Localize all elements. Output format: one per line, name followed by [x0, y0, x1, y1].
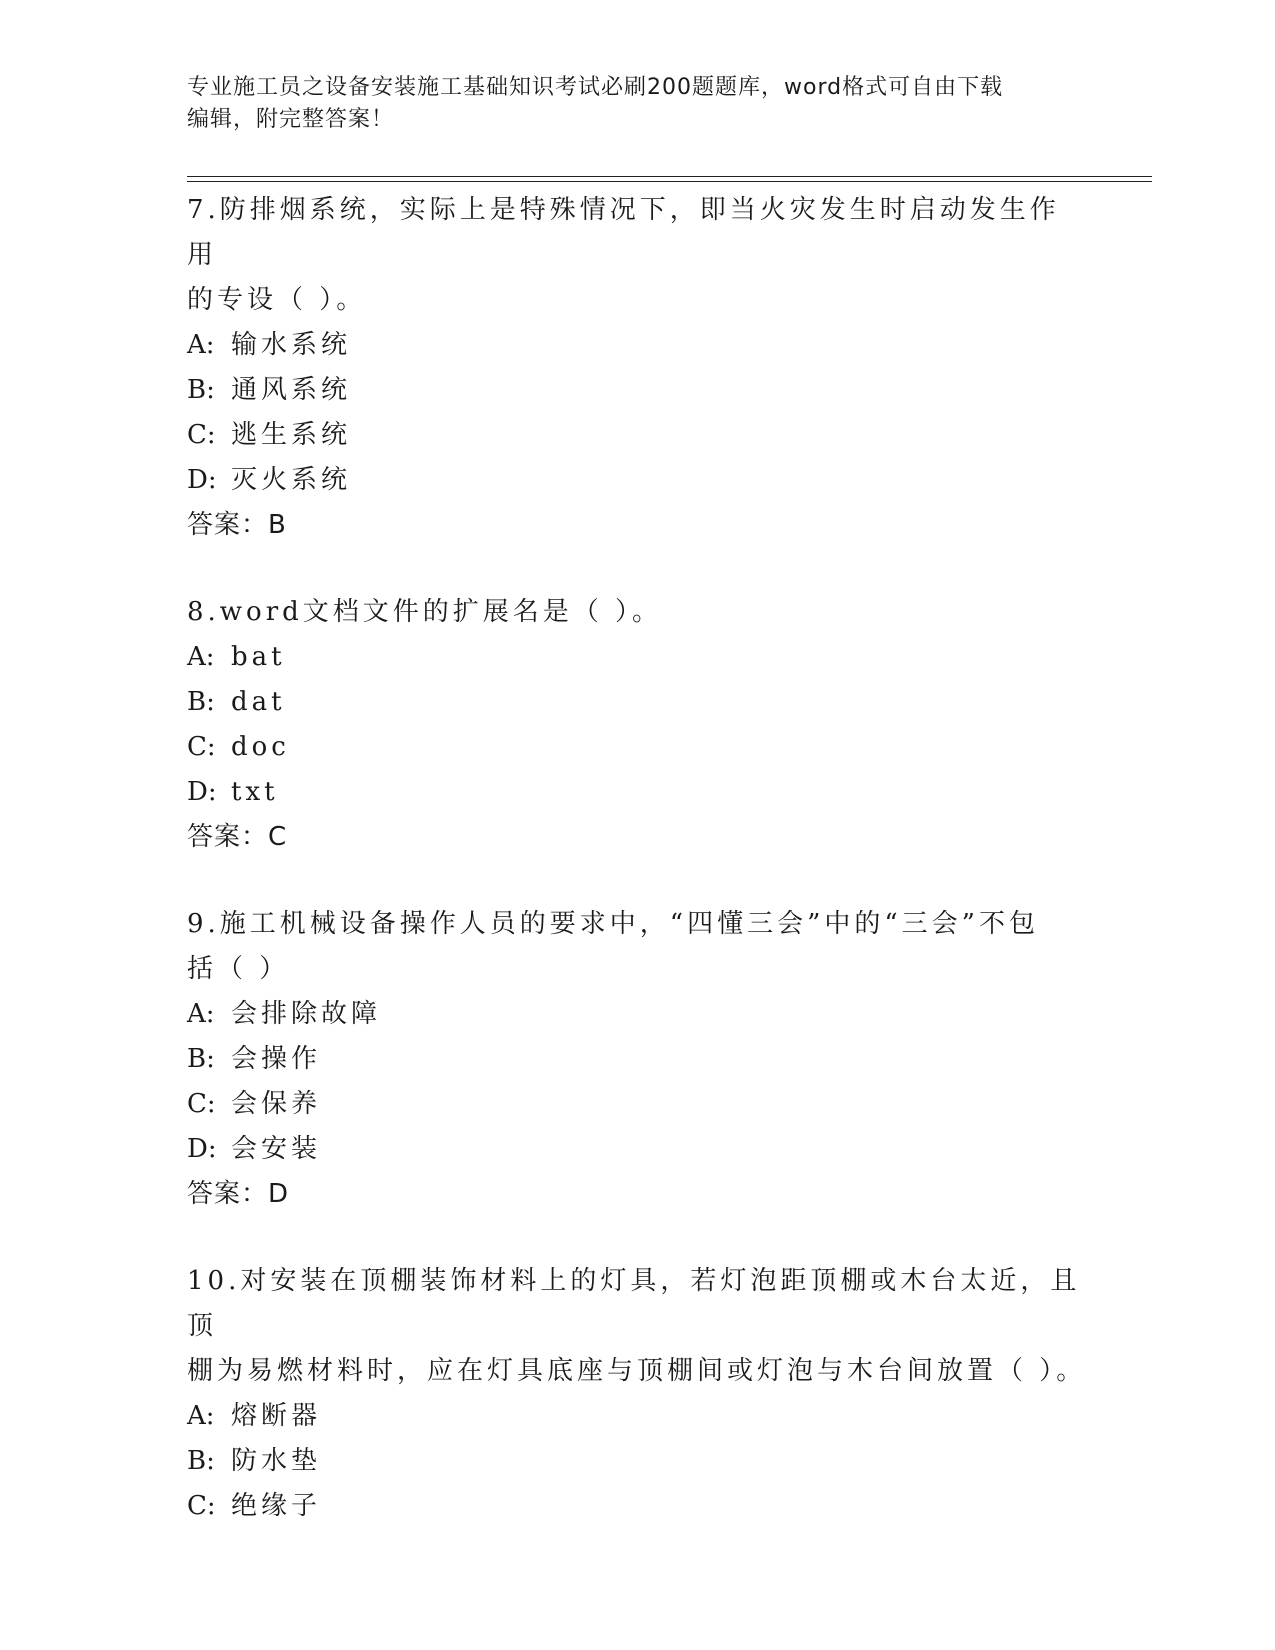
option-b — [187, 1439, 1087, 1484]
option-b — [187, 680, 1087, 725]
option-key: A: — [187, 330, 215, 360]
option-key: C: — [187, 1089, 216, 1119]
option-key: C: — [187, 1491, 216, 1521]
option-d — [187, 1127, 1087, 1172]
option-text: 输水系统 — [231, 330, 352, 360]
option-key: D: — [187, 777, 217, 807]
option-c — [187, 413, 1087, 458]
option-a — [187, 992, 1087, 1037]
option-key: C: — [187, 732, 216, 762]
option-key: B: — [187, 1044, 215, 1074]
option-key: A: — [187, 1401, 215, 1431]
option-key: D: — [187, 1134, 217, 1164]
option-b — [187, 1037, 1087, 1082]
option-text: txt — [231, 777, 279, 807]
option-text: 绝缘子 — [231, 1491, 322, 1521]
answer-line: 答案：D — [187, 1179, 290, 1209]
option-key: B: — [187, 687, 215, 717]
option-key: D: — [187, 465, 217, 495]
question-stem-line: 9.施工机械设备操作人员的要求中，“四懂三会”中的“三会”不包 — [187, 909, 1039, 939]
question-stem-line: 10.对安装在顶棚装饰材料上的灯具，若灯泡距顶棚或木台太近，且顶 — [187, 1266, 1081, 1341]
option-text: 通风系统 — [231, 375, 352, 405]
option-key: A: — [187, 999, 215, 1029]
question-list — [187, 188, 1087, 1571]
question-8 — [187, 590, 1087, 860]
option-text: 熔断器 — [231, 1401, 322, 1431]
option-text: 会操作 — [231, 1044, 322, 1074]
option-a — [187, 323, 1087, 368]
option-a — [187, 1394, 1087, 1439]
answer-line: 答案：B — [187, 510, 287, 540]
option-text: 逃生系统 — [231, 420, 352, 450]
question-stem-line: 7.防排烟系统，实际上是特殊情况下，即当火灾发生时启动发生作用 — [187, 195, 1060, 270]
option-c — [187, 1484, 1087, 1529]
option-key: B: — [187, 375, 215, 405]
answer-line: 答案：C — [187, 822, 288, 852]
question-stem-line: 括（ ） — [187, 954, 290, 984]
option-text: doc — [231, 732, 290, 762]
option-d — [187, 458, 1087, 503]
option-key: B: — [187, 1446, 215, 1476]
option-text: 灭火系统 — [231, 465, 352, 495]
question-stem-line: 棚为易燃材料时，应在灯具底座与顶棚间或灯泡与木台间放置（ ）。 — [187, 1356, 1087, 1386]
option-text: 会保养 — [231, 1089, 322, 1119]
option-text: 会排除故障 — [231, 999, 382, 1029]
option-b — [187, 368, 1087, 413]
option-c — [187, 725, 1087, 770]
header-divider-bottom — [187, 181, 1152, 182]
question-stem-line: 8.word文档文件的扩展名是（ ）。 — [187, 597, 663, 627]
header-line-1: 专业施工员之设备安装施工基础知识考试必刷200题题库，word格式可自由下载 — [187, 75, 1004, 100]
option-text: 防水垫 — [231, 1446, 322, 1476]
option-c — [187, 1082, 1087, 1127]
question-stem-line: 的专设（ ）。 — [187, 285, 367, 315]
question-10 — [187, 1259, 1087, 1529]
option-key: C: — [187, 420, 216, 450]
header-line-2: 编辑，附完整答案！ — [187, 107, 395, 132]
header-divider-top — [187, 176, 1152, 177]
option-text: 会安装 — [231, 1134, 322, 1164]
option-key: A: — [187, 642, 215, 672]
question-7 — [187, 188, 1087, 548]
document-header — [187, 72, 1087, 136]
option-text: dat — [231, 687, 286, 717]
option-d — [187, 770, 1087, 815]
option-text: bat — [231, 642, 286, 672]
option-a — [187, 635, 1087, 680]
question-9 — [187, 902, 1087, 1217]
